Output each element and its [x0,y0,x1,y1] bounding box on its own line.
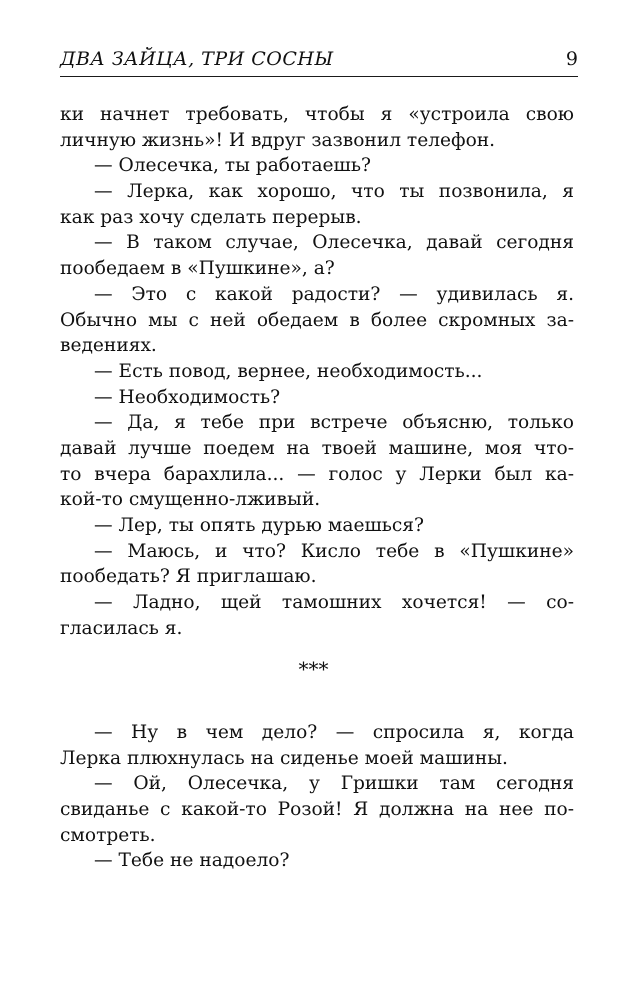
paragraph [60,771,574,848]
text-line: то вчера барахлила... — голос у Лерки был ка- [60,463,574,485]
text-line: пообедаем в «Пушкине», а? [60,258,335,280]
text-line: — Ну в чем дело? — спросила я, когда [94,722,574,743]
text-line: как раз хочу сделать перерыв. [60,206,362,228]
paragraph [60,539,574,590]
text-block-2 [60,720,574,874]
paragraph [60,153,574,179]
paragraph [60,410,574,513]
text-line: свиданье с какой-то Розой! Я должна на нее по- [60,799,574,821]
text-line: — Ладно, щей тамошних хочется! — со- [94,592,574,614]
paragraph [60,385,574,411]
text-line: ки начнет требовать, чтобы я «устроила свою [60,104,574,125]
section-separator: *** [298,657,329,681]
page-number: 9 [565,48,578,70]
paragraph [60,359,574,385]
text-line: кой-то смущенно-лживый. [60,489,321,511]
paragraph [60,179,574,230]
text-line: Обычно мы с ней обедаем в более скромных за- [60,309,574,331]
text-line: гласилась я. [60,617,183,639]
text-line: пообедать? Я приглашаю. [60,566,317,588]
paragraph [60,230,574,281]
text-line: — Маюсь, и что? Кисло тебе в «Пушкине» [94,540,574,562]
text-line: — Необходимость? [94,386,281,408]
text-line: — Ой, Олесечка, у Гришки там сегодня [94,773,574,795]
text-line: личную жизнь»! И вдруг зазвонил телефон. [60,129,496,151]
text-line: ведениях. [60,335,157,357]
text-line: — Есть повод, вернее, необходимость... [94,360,483,382]
paragraph [60,848,574,874]
paragraph [60,513,574,539]
text-line: — Тебе не надоело? [94,850,290,872]
text-line: — Лер, ты опять дурью маешься? [94,515,424,536]
text-line: — Да, я тебе при встрече объясню, только [94,412,574,434]
paragraph [60,720,574,771]
text-line: смотреть. [60,824,156,846]
text-line: Лерка плюхнулась на сиденье моей машины. [60,747,508,769]
paragraph [60,590,574,641]
text-line: — Олесечка, ты работаешь? [94,155,371,177]
text-block-1 [60,102,574,641]
paragraph [60,102,574,153]
text-line: — Лерка, как хорошо, что ты позвонила, я [94,181,574,203]
running-header [60,46,578,77]
text-line: — Это с какой радости? — удивилась я. [94,283,574,305]
text-line: — В таком случае, Олесечка, давай сегодня [94,232,574,254]
running-title: ДВА ЗАЙЦА, ТРИ СОСНЫ [60,48,334,70]
text-line: давай лучше поедем на твоей машине, моя что- [60,437,574,459]
paragraph [60,282,574,359]
